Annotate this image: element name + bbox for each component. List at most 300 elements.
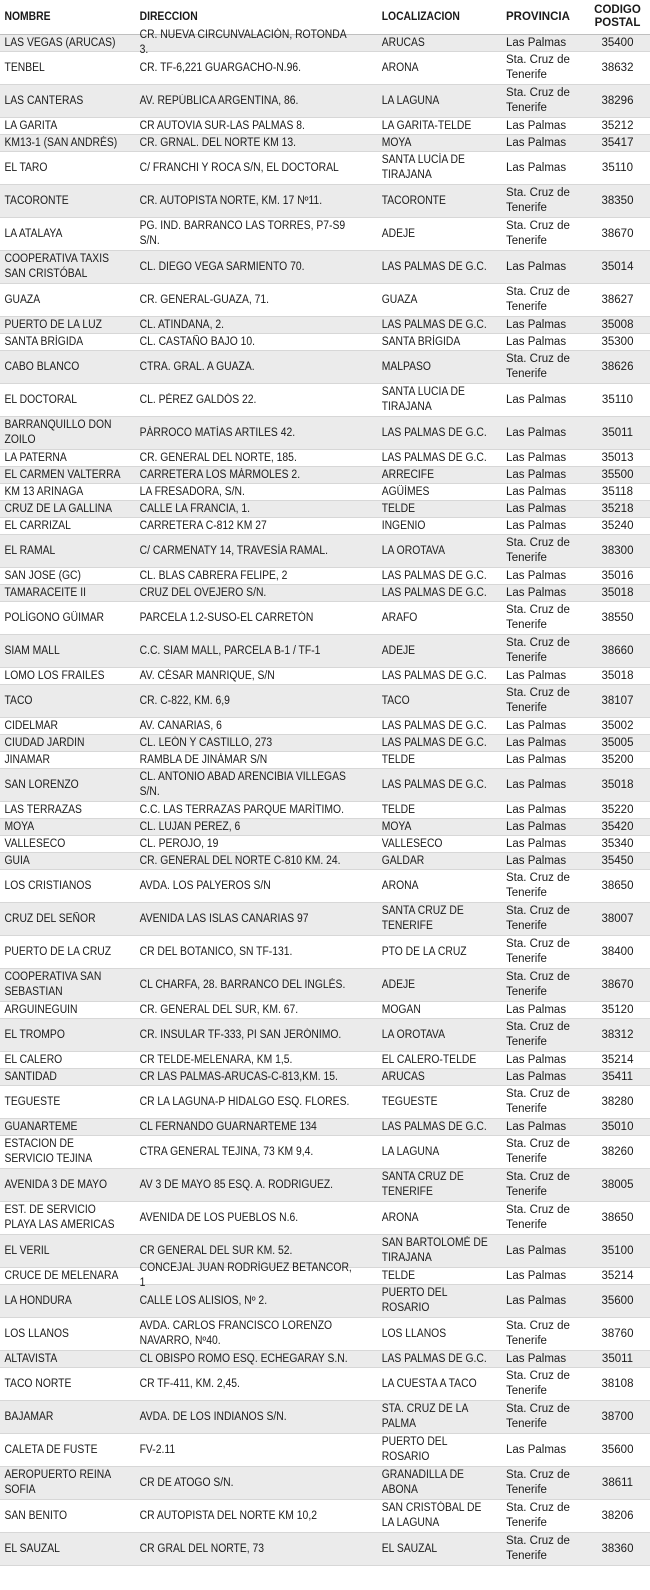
cell-nombre: SAN JOSE (GC) (4, 569, 81, 582)
cell-direccion: AVDA. LOS PALYEROS S/N (139, 879, 271, 892)
cell-codigo-postal: 38108 (601, 1377, 634, 1390)
cell-codigo-postal: 35400 (601, 36, 634, 49)
cell-codigo-postal: 35013 (601, 451, 634, 464)
cell-nombre: PUERTO DE LA LUZ (4, 318, 102, 331)
cell-nombre: LA GARITA (4, 119, 58, 132)
cell-provincia: Sta. Cruz de Tenerife (506, 54, 570, 81)
cell-provincia: Las Palmas (506, 1294, 567, 1307)
table-row (0, 1119, 650, 1136)
table-row (0, 1169, 650, 1202)
cell-direccion: CRUZ DEL OVEJERO S/N. (139, 586, 267, 599)
cell-nombre: LA HONDURA (4, 1294, 72, 1307)
cell-localizacion: MOGAN (381, 1003, 421, 1016)
cell-codigo-postal: 35600 (601, 1294, 634, 1307)
cell-provincia: Sta. Cruz de Tenerife (506, 1021, 570, 1048)
cell-codigo-postal: 35212 (601, 119, 634, 132)
header-direccion: DIRECCIÓN (139, 11, 198, 23)
cell-codigo-postal: 38360 (601, 1542, 634, 1555)
cell-direccion: C.C. LAS TERRAZAS PARQUE MARÍTIMO. (139, 803, 344, 816)
cell-localizacion: LA LAGUNA (381, 1145, 440, 1158)
cell-provincia: Sta. Cruz de Tenerife (506, 687, 570, 714)
cell-nombre: EL SAUZAL (4, 1542, 60, 1555)
cell-nombre: TENBEL (4, 61, 45, 74)
cell-nombre: EL TROMPO (4, 1028, 65, 1041)
cell-provincia: Sta. Cruz de Tenerife (506, 1403, 570, 1430)
table-row (0, 969, 650, 1002)
cell-codigo-postal: 38206 (601, 1509, 634, 1522)
cell-direccion: CL CHARFA, 28. BARRANCO DEL INGLÉS. (139, 978, 346, 991)
cell-nombre: CIUDAD JARDIN (4, 736, 85, 749)
cell-codigo-postal: 35118 (601, 485, 634, 498)
cell-direccion: CL. BLAS CABRERA FELIPE, 2 (139, 569, 288, 582)
cell-localizacion: PUERTO DEL ROSARIO (381, 1287, 448, 1314)
cell-provincia: Las Palmas (506, 1070, 567, 1083)
cell-provincia: Las Palmas (506, 36, 567, 49)
cell-localizacion: ARONA (381, 61, 419, 74)
table-row (0, 317, 650, 334)
table-row (0, 718, 650, 735)
cell-nombre: GUIA (4, 854, 30, 867)
table-row (0, 501, 650, 518)
cell-provincia: Las Palmas (506, 318, 567, 331)
cell-codigo-postal: 38650 (601, 879, 634, 892)
cell-direccion: CL. DIEGO VEGA SARMIENTO 70. (139, 260, 305, 273)
cell-provincia: Las Palmas (506, 1244, 567, 1257)
cell-nombre: CALETA DE FUSTE (4, 1443, 98, 1456)
cell-localizacion: TEGUESTE (381, 1095, 438, 1108)
cell-direccion: C/ CARMENATY 14, TRAVESÍA RAMAL. (139, 544, 329, 557)
cell-direccion: CR TF-411, KM. 2,45. (139, 1377, 240, 1390)
cell-codigo-postal: 38700 (601, 1410, 634, 1423)
cell-provincia: Sta. Cruz de Tenerife (506, 353, 570, 380)
cell-direccion: C/ FRANCHI Y ROCA S/N, EL DOCTORAL (139, 161, 339, 174)
table-row (0, 1368, 650, 1401)
cell-localizacion: SANTA LUCÍA DE TIRAJANA (381, 154, 465, 181)
cell-localizacion: LAS PALMAS DE G.C. (381, 586, 487, 599)
cell-localizacion: LOS LLANOS (381, 1327, 447, 1340)
cell-provincia: Las Palmas (506, 502, 567, 515)
cell-codigo-postal: 35008 (601, 318, 634, 331)
cell-provincia: Las Palmas (506, 260, 567, 273)
table-row (0, 668, 650, 685)
cell-localizacion: LA OROTAVA (381, 544, 445, 557)
table-row (0, 685, 650, 718)
cell-localizacion: LAS PALMAS DE G.C. (381, 569, 487, 582)
cell-direccion: CTRA GENERAL TEJINA, 73 KM 9,4. (139, 1145, 314, 1158)
cell-provincia: Las Palmas (506, 803, 567, 816)
cell-localizacion: ADEJE (381, 644, 416, 657)
cell-direccion: CR GENERAL DEL SUR KM. 52. (139, 1244, 293, 1257)
cell-nombre: LOS CRISTIANOS (4, 879, 92, 892)
cell-nombre: VALLESECO (4, 837, 66, 850)
table-row (0, 334, 650, 351)
cell-direccion: CL. CASTAÑO BAJO 10. (139, 335, 256, 348)
cell-codigo-postal: 35450 (601, 854, 634, 867)
cell-nombre: BARRANQUILLO DON ZOILO (4, 419, 112, 446)
cell-provincia: Las Palmas (506, 669, 567, 682)
table-row (0, 819, 650, 836)
cell-direccion: CR LA LAGUNA-P HIDALGO ESQ. FLORES. (139, 1095, 350, 1108)
cell-codigo-postal: 38550 (601, 611, 634, 624)
cell-provincia: Las Palmas (506, 854, 567, 867)
cell-nombre: TACO NORTE (4, 1377, 72, 1390)
cell-direccion: PÁRROCO MATÍAS ARTILES 42. (139, 426, 296, 439)
cell-direccion: CR. GRNAL. DEL NORTE KM 13. (139, 136, 297, 149)
cell-direccion: CR. INSULAR TF-333, PI SAN JERÓNIMO. (139, 1028, 342, 1041)
cell-provincia: Las Palmas (506, 485, 567, 498)
cell-codigo-postal: 35300 (601, 335, 634, 348)
cell-provincia: Las Palmas (506, 569, 567, 582)
cell-nombre: PUERTO DE LA CRUZ (4, 945, 112, 958)
table-row (0, 135, 650, 152)
cell-provincia: Sta. Cruz de Tenerife (506, 1171, 570, 1198)
table-row (0, 1019, 650, 1052)
cell-nombre: TAMARACEITE II (4, 586, 86, 599)
cell-nombre: SIAM MALL (4, 644, 60, 657)
cell-codigo-postal: 35002 (601, 719, 634, 732)
cell-localizacion: INGENIO (381, 519, 426, 532)
cell-localizacion: AGÜÍMES (381, 485, 430, 498)
cell-provincia: Las Palmas (506, 161, 567, 174)
cell-direccion: CR DE ATOGO S/N. (139, 1476, 234, 1489)
cell-localizacion: SAN BARTOLOMÉ DE TIRAJANA (381, 1237, 488, 1264)
cell-direccion: FV-2.11 (139, 1443, 176, 1456)
cell-codigo-postal: 35500 (601, 468, 634, 481)
cell-codigo-postal: 38400 (601, 945, 634, 958)
table-row (0, 417, 650, 450)
cell-nombre: LA ATALAYA (4, 227, 63, 240)
cell-direccion: PG. IND. BARRANCO LAS TORRES, P7-S9 S/N. (139, 220, 346, 247)
cell-nombre: EL DOCTORAL (4, 393, 77, 406)
cell-direccion: CR. NUEVA CIRCUNVALACIÓN, ROTONDA 3. (139, 29, 347, 56)
cell-direccion: CR. C-822, KM. 6,9 (139, 694, 230, 707)
cell-provincia: Las Palmas (506, 1269, 567, 1282)
cell-localizacion: ADEJE (381, 978, 416, 991)
cell-localizacion: EL SAUZAL (381, 1542, 438, 1555)
cell-localizacion: SANTA CRUZ DE TENERIFE (381, 1171, 464, 1198)
cell-direccion: CR LAS PALMAS-ARUCAS-C-813,KM. 15. (139, 1070, 338, 1083)
table-row (0, 351, 650, 384)
cell-provincia: Las Palmas (506, 1120, 567, 1133)
cell-localizacion: ARONA (381, 1211, 419, 1224)
header-localizacion: LOCALIZACIÓN (381, 11, 460, 23)
cell-nombre: CRUZ DE LA GALLINA (4, 502, 113, 515)
cell-nombre: EL VERIL (4, 1244, 50, 1257)
table-row (0, 450, 650, 467)
cell-codigo-postal: 35240 (601, 519, 634, 532)
cell-nombre: COOPERATIVA TAXIS SAN CRISTÓBAL (4, 253, 109, 280)
cell-direccion: C.C. SIAM MALL, PARCELA B-1 / TF-1 (139, 644, 321, 657)
cell-provincia: Sta. Cruz de Tenerife (506, 87, 570, 114)
cell-nombre: GUANARTEME (4, 1120, 78, 1133)
cell-nombre: GUAZA (4, 293, 41, 306)
cell-nombre: KM13-1 (SAN ANDRÉS) (4, 136, 118, 149)
table-row (0, 585, 650, 602)
cell-provincia: Sta. Cruz de Tenerife (506, 1320, 570, 1347)
cell-codigo-postal: 35018 (601, 669, 634, 682)
cell-provincia: Las Palmas (506, 778, 567, 791)
table-row (0, 635, 650, 668)
cell-codigo-postal: 38005 (601, 1178, 634, 1191)
table-row (0, 568, 650, 585)
table-row (0, 602, 650, 635)
cell-nombre: LOMO LOS FRAILES (4, 669, 105, 682)
cell-codigo-postal: 38300 (601, 544, 634, 557)
cell-codigo-postal: 38626 (601, 360, 634, 373)
cell-codigo-postal: 38350 (601, 194, 634, 207)
cell-provincia: Sta. Cruz de Tenerife (506, 537, 570, 564)
cell-localizacion: LAS PALMAS DE G.C. (381, 318, 487, 331)
cell-codigo-postal: 35411 (601, 1070, 634, 1083)
cell-codigo-postal: 35600 (601, 1443, 634, 1456)
cell-nombre: EL RAMAL (4, 544, 56, 557)
cell-direccion: CR TELDE-MELENARA, KM 1,5. (139, 1053, 293, 1066)
cell-localizacion: LAS PALMAS DE G.C. (381, 669, 487, 682)
cell-localizacion: ARRECIFE (381, 468, 435, 481)
cell-nombre: BAJAMAR (4, 1410, 54, 1423)
table-row (0, 1533, 650, 1566)
cell-localizacion: LAS PALMAS DE G.C. (381, 260, 487, 273)
cell-nombre: CIDELMAR (4, 719, 58, 732)
cell-nombre: CRUCE DE MELENARA (4, 1269, 119, 1282)
cell-codigo-postal: 35110 (601, 393, 634, 406)
cell-nombre: COOPERATIVA SAN SEBASTIAN (4, 971, 102, 998)
cell-codigo-postal: 38007 (601, 912, 634, 925)
cell-localizacion: LA LAGUNA (381, 94, 440, 107)
cell-nombre: LAS VEGAS (ARUCAS) (4, 36, 116, 49)
cell-codigo-postal: 35420 (601, 820, 634, 833)
cell-localizacion: ARUCAS (381, 36, 425, 49)
table-row (0, 1467, 650, 1500)
cell-nombre: LA PATERNA (4, 451, 67, 464)
table-row (0, 518, 650, 535)
cell-provincia: Sta. Cruz de Tenerife (506, 637, 570, 664)
cell-direccion: CONCEJAL JUAN RODRÍGUEZ BETANCOR, 1 (139, 1262, 352, 1289)
table-row (0, 1318, 650, 1351)
cell-nombre: SAN BENITO (4, 1509, 68, 1522)
table-row (0, 85, 650, 118)
cell-direccion: AVDA. CARLOS FRANCISCO LORENZO NAVARRO, Nº40. (139, 1320, 333, 1347)
cell-provincia: Sta. Cruz de Tenerife (506, 1370, 570, 1397)
cell-provincia: Sta. Cruz de Tenerife (506, 286, 570, 313)
cell-codigo-postal: 35018 (601, 778, 634, 791)
cell-direccion: LA FRESADORA, S/N. (139, 485, 245, 498)
cell-nombre: AEROPUERTO REINA SOFIA (4, 1469, 111, 1496)
table-body (0, 29, 650, 1566)
cell-codigo-postal: 35011 (601, 1352, 634, 1365)
cell-provincia: Sta. Cruz de Tenerife (506, 1469, 570, 1496)
cell-direccion: CL. LUJAN PEREZ, 6 (139, 820, 241, 833)
header-codigo-postal-line2: POSTAL (594, 17, 641, 29)
cell-direccion: CTRA. GRAL. A GUAZA. (139, 360, 255, 373)
table-row (0, 1136, 650, 1169)
cell-codigo-postal: 38260 (601, 1145, 634, 1158)
table-row (0, 903, 650, 936)
cell-direccion: CR DEL BOTANICO, SN TF-131. (139, 945, 293, 958)
header-codigo-postal-line1: CÓDIGO (594, 4, 641, 16)
cell-provincia: Las Palmas (506, 393, 567, 406)
cell-codigo-postal: 35220 (601, 803, 634, 816)
table-row (0, 284, 650, 317)
cell-nombre: LAS TERRAZAS (4, 803, 82, 816)
cell-localizacion: LAS PALMAS DE G.C. (381, 451, 487, 464)
table-row (0, 118, 650, 135)
cell-provincia: Las Palmas (506, 736, 567, 749)
cell-provincia: Las Palmas (506, 753, 567, 766)
cell-direccion: CR. GENERAL DEL NORTE, 185. (139, 451, 297, 464)
table-row (0, 836, 650, 853)
cell-localizacion: ARUCAS (381, 1070, 425, 1083)
table-row (0, 1086, 650, 1119)
cell-localizacion: VALLESECO (381, 837, 443, 850)
cell-provincia: Las Palmas (506, 719, 567, 732)
cell-localizacion: TELDE (381, 502, 416, 515)
cell-nombre: KM 13 ARINAGA (4, 485, 84, 498)
cell-codigo-postal: 38107 (601, 694, 634, 707)
cell-nombre: SAN LORENZO (4, 778, 79, 791)
cell-provincia: Las Palmas (506, 426, 567, 439)
cell-nombre: ALTAVISTA (4, 1352, 58, 1365)
cell-direccion: CL FERNANDO GUARNARTEME 134 (139, 1120, 317, 1133)
cell-nombre: TEGUESTE (4, 1095, 61, 1108)
cell-codigo-postal: 38627 (601, 293, 634, 306)
cell-provincia: Las Palmas (506, 586, 567, 599)
cell-direccion: CR. TF-6,221 GUARGACHO-N.96. (139, 61, 302, 74)
cell-localizacion: LAS PALMAS DE G.C. (381, 1352, 487, 1365)
table-row (0, 29, 650, 56)
cell-localizacion: PTO DE LA CRUZ (381, 945, 467, 958)
table-row (0, 802, 650, 819)
cell-codigo-postal: 35011 (601, 426, 634, 439)
cell-localizacion: TACORONTE (381, 194, 446, 207)
cell-provincia: Sta. Cruz de Tenerife (506, 604, 570, 631)
cell-codigo-postal: 35100 (601, 1244, 634, 1257)
cell-codigo-postal: 38280 (601, 1095, 634, 1108)
cell-codigo-postal: 35018 (601, 586, 634, 599)
table-row (0, 1434, 650, 1467)
cell-localizacion: ADEJE (381, 227, 416, 240)
cell-nombre: MOYA (4, 820, 35, 833)
cell-codigo-postal: 38650 (601, 1211, 634, 1224)
cell-direccion: CL. ANTONIO ABAD ARENCIBIA VILLEGAS S/N. (139, 771, 346, 798)
cell-codigo-postal: 35218 (601, 502, 634, 515)
cell-localizacion: MOYA (381, 136, 412, 149)
cell-direccion: CR. GENERAL DEL NORTE C-810 KM. 24. (139, 854, 341, 867)
cell-provincia: Las Palmas (506, 136, 567, 149)
cell-direccion: CARRETERA C-812 KM 27 (139, 519, 267, 532)
table-row (0, 735, 650, 752)
cell-localizacion: LA OROTAVA (381, 1028, 445, 1041)
cell-nombre: LOS LLANOS (4, 1327, 69, 1340)
cell-nombre: TACO (4, 694, 33, 707)
cell-localizacion: ARONA (381, 879, 419, 892)
cell-provincia: Sta. Cruz de Tenerife (506, 1138, 570, 1165)
cell-localizacion: TELDE (381, 1269, 416, 1282)
table-row (0, 467, 650, 484)
cell-codigo-postal: 35340 (601, 837, 634, 850)
table-row (0, 936, 650, 969)
cell-nombre: SANTA BRÍGIDA (4, 335, 84, 348)
cell-codigo-postal: 38670 (601, 227, 634, 240)
cell-nombre: JINAMAR (4, 753, 50, 766)
cell-provincia: Las Palmas (506, 119, 567, 132)
table-row (0, 1500, 650, 1533)
cell-direccion: AV 3 DE MAYO 85 ESQ. A. RODRIGUEZ. (139, 1178, 334, 1191)
cell-provincia: Las Palmas (506, 335, 567, 348)
cell-localizacion: PUERTO DEL ROSARIO (381, 1436, 448, 1463)
cell-codigo-postal: 38660 (601, 644, 634, 657)
cell-nombre: ARGUINEGUIN (4, 1003, 78, 1016)
cell-nombre: POLÍGONO GÜIMAR (4, 611, 104, 624)
cell-localizacion: GUAZA (381, 293, 418, 306)
cell-nombre: EL CARMEN VALTERRA (4, 468, 121, 481)
cell-provincia: Sta. Cruz de Tenerife (506, 872, 570, 899)
cell-nombre: CRUZ DEL SEÑOR (4, 912, 96, 925)
cell-localizacion: SANTA BRÍGIDA (381, 335, 461, 348)
cell-nombre: LAS CANTERAS (4, 94, 84, 107)
cell-localizacion: TELDE (381, 803, 416, 816)
cell-direccion: CL. PEROJO, 19 (139, 837, 219, 850)
cell-codigo-postal: 38760 (601, 1327, 634, 1340)
table-row (0, 752, 650, 769)
table-row (0, 484, 650, 501)
cell-localizacion: LAS PALMAS DE G.C. (381, 736, 487, 749)
cell-provincia: Las Palmas (506, 1003, 567, 1016)
cell-direccion: CR. GENERAL DEL SUR, KM. 67. (139, 1003, 299, 1016)
cell-direccion: CARRETERA LOS MÁRMOLES 2. (139, 468, 301, 481)
cell-provincia: Sta. Cruz de Tenerife (506, 1088, 570, 1115)
table-row (0, 1069, 650, 1086)
cell-direccion: AV. CANARIAS, 6 (139, 719, 222, 732)
cell-provincia: Sta. Cruz de Tenerife (506, 187, 570, 214)
cell-direccion: CALLE LA FRANCIA, 1. (139, 502, 251, 515)
cell-direccion: AV. REPÚBLICA ARGENTINA, 86. (139, 94, 299, 107)
cell-direccion: AVENIDA DE LOS PUEBLOS N.6. (139, 1211, 299, 1224)
cell-localizacion: LAS PALMAS DE G.C. (381, 426, 487, 439)
cell-localizacion: MOYA (381, 820, 412, 833)
cell-direccion: CL OBISPO ROMO ESQ. ECHEGARAY S.N. (139, 1352, 348, 1365)
cell-direccion: CR AUTOPISTA DEL NORTE KM 10,2 (139, 1509, 317, 1522)
cell-codigo-postal: 35214 (601, 1269, 634, 1282)
cell-provincia: Las Palmas (506, 468, 567, 481)
cell-provincia: Las Palmas (506, 519, 567, 532)
cell-localizacion: EL CALERO-TELDE (381, 1053, 477, 1066)
cell-localizacion: SANTA CRUZ DE TENERIFE (381, 905, 464, 932)
cell-direccion: CALLE LOS ALISIOS, Nº 2. (139, 1294, 268, 1307)
cell-codigo-postal: 38670 (601, 978, 634, 991)
cell-provincia: Sta. Cruz de Tenerife (506, 1204, 570, 1231)
cell-localizacion: LAS PALMAS DE G.C. (381, 1120, 487, 1133)
table-row (0, 853, 650, 870)
cell-codigo-postal: 35014 (601, 260, 634, 273)
cell-codigo-postal: 38611 (601, 1476, 634, 1489)
cell-codigo-postal: 35120 (601, 1003, 634, 1016)
cell-codigo-postal: 35016 (601, 569, 634, 582)
header-codigo-postal (585, 4, 650, 30)
cell-codigo-postal: 38312 (601, 1028, 634, 1041)
cell-localizacion: TACO (381, 694, 410, 707)
table-row (0, 1202, 650, 1235)
cell-nombre: EL CARRIZAL (4, 519, 71, 532)
cell-localizacion: LAS PALMAS DE G.C. (381, 719, 487, 732)
cell-localizacion: STA. CRUZ DE LA PALMA (381, 1403, 468, 1430)
cell-nombre: EL CALERO (4, 1053, 63, 1066)
cell-nombre: CABO BLANCO (4, 360, 80, 373)
cell-direccion: CR GRAL DEL NORTE, 73 (139, 1542, 265, 1555)
table-row (0, 1262, 650, 1289)
cell-direccion: CL. PÉREZ GALDÓS 22. (139, 393, 257, 406)
table-row (0, 535, 650, 568)
